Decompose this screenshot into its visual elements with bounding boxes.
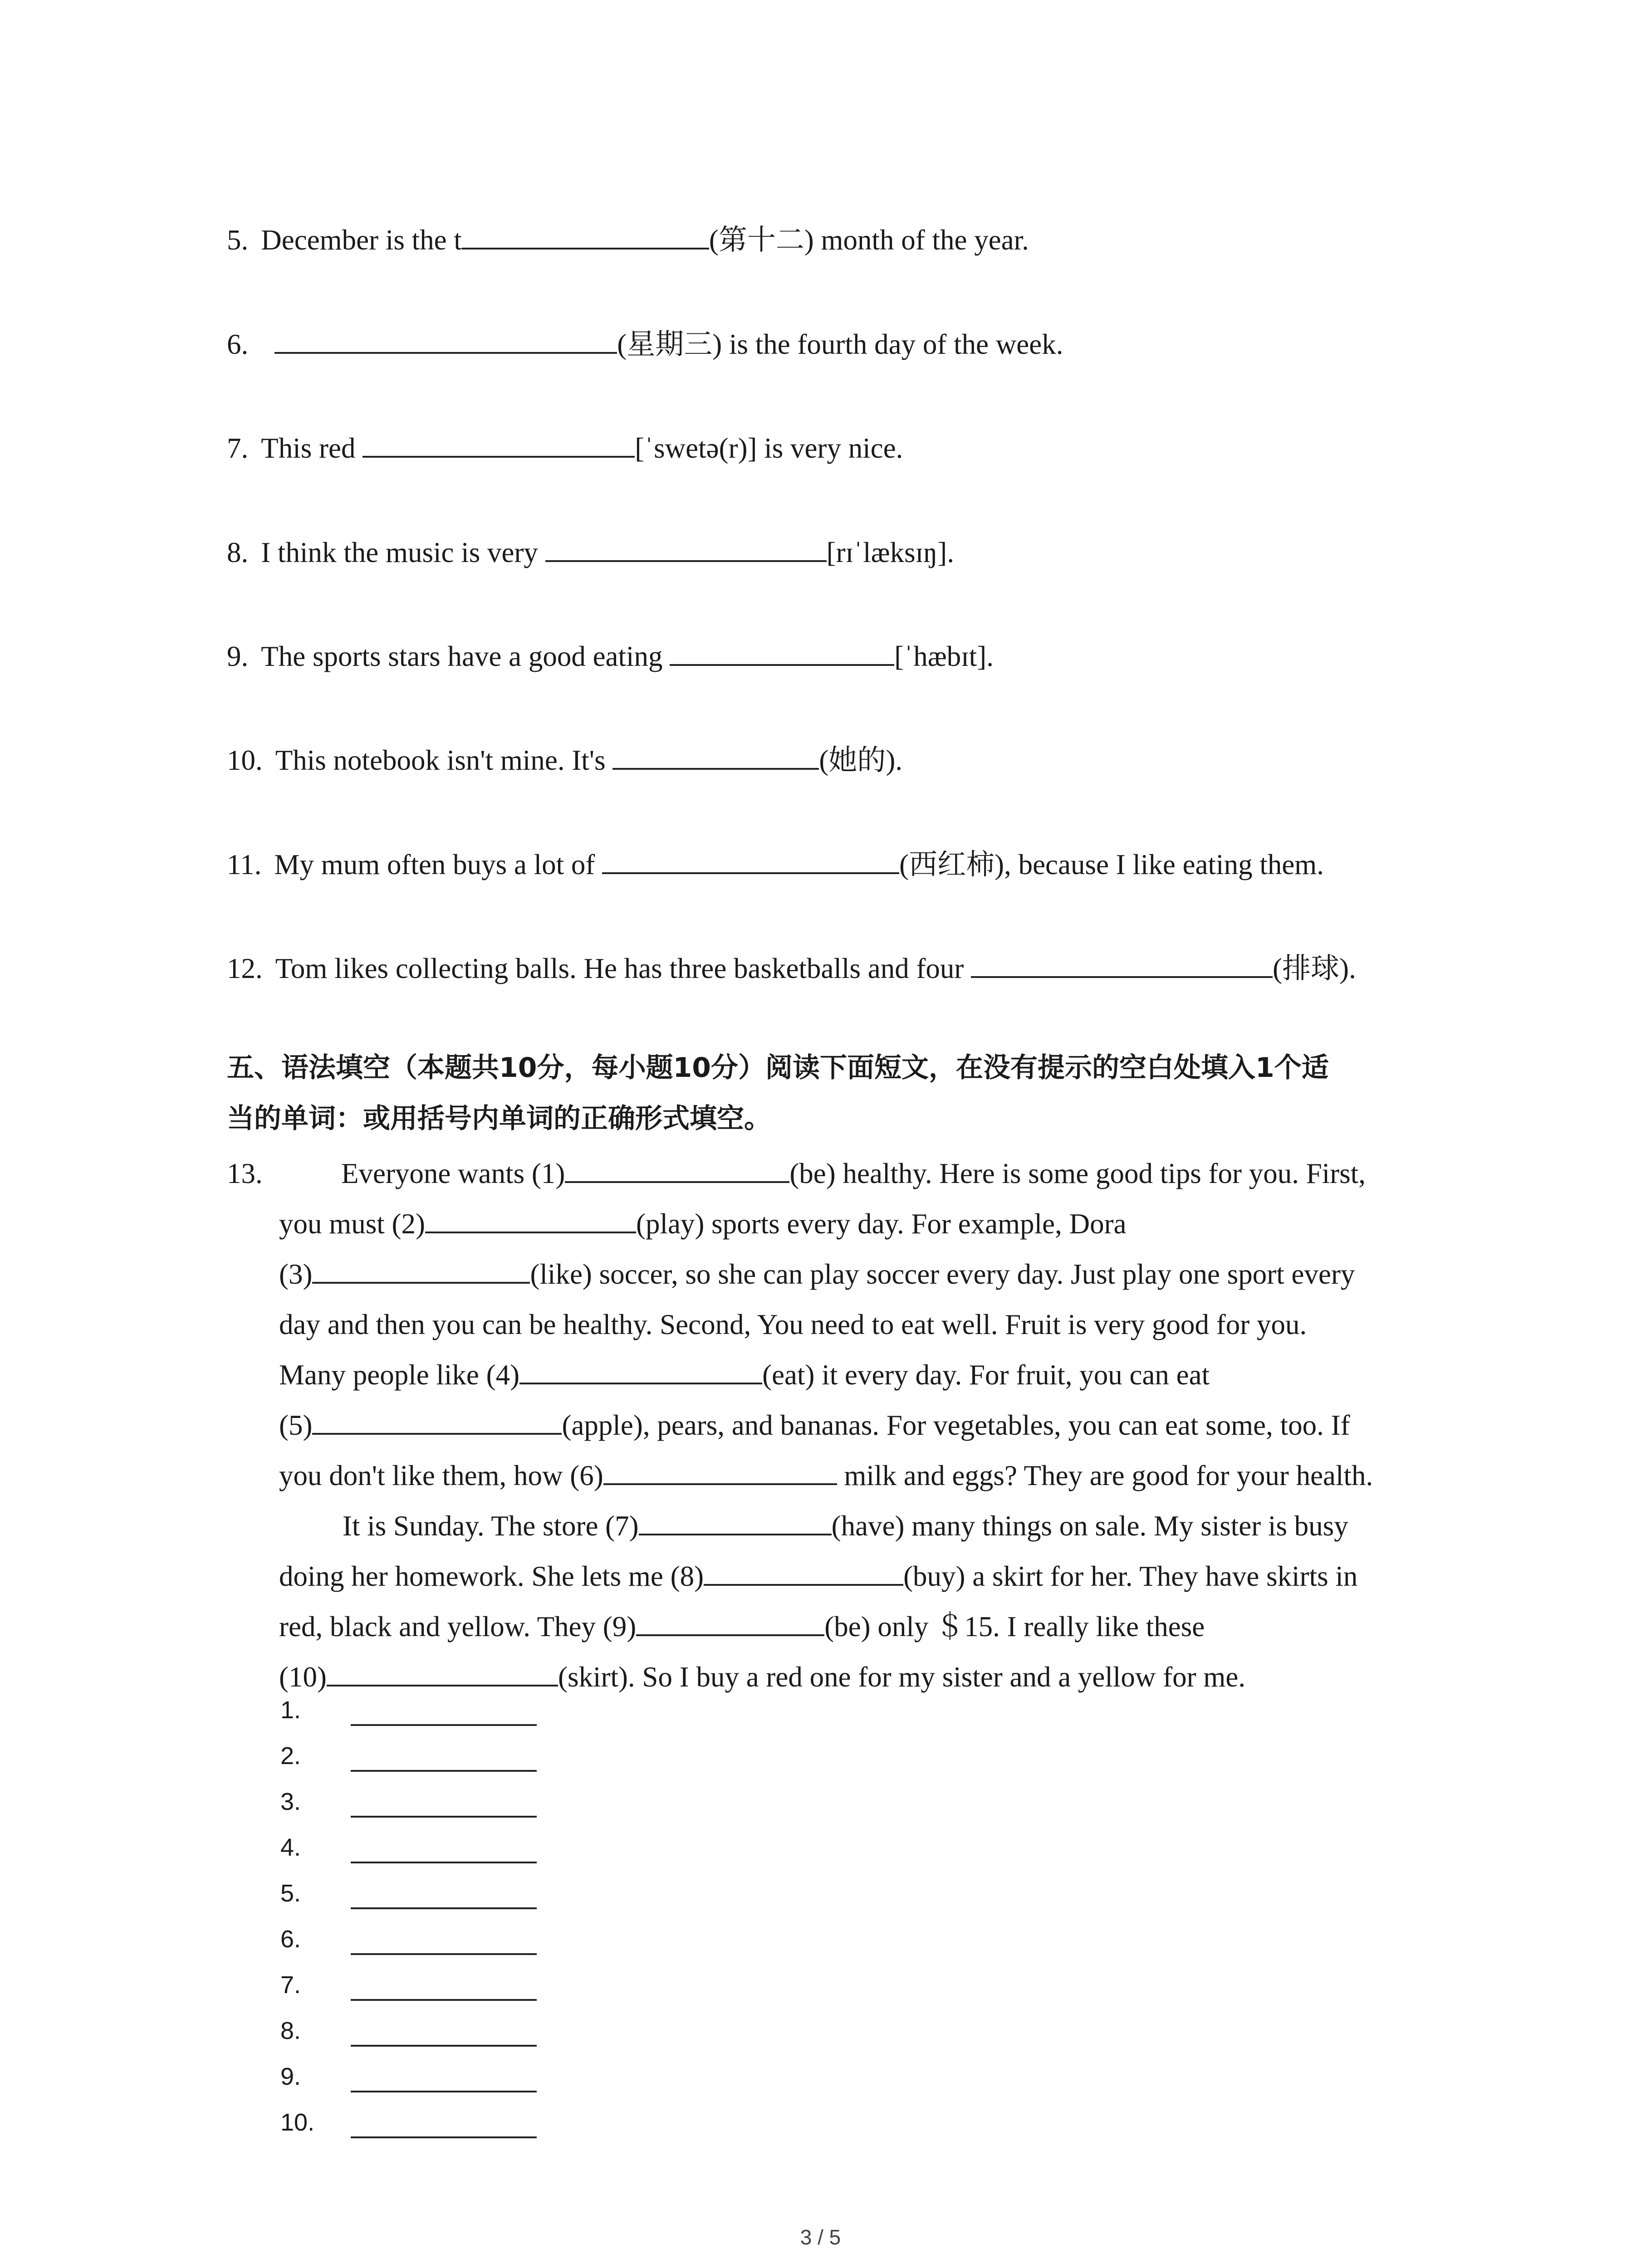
answer-blank[interactable] bbox=[351, 2109, 537, 2138]
question-text-after: [rɪˈlæksɪŋ]. bbox=[826, 537, 955, 568]
passage-text: milk and eggs? They are good for your health. bbox=[837, 1460, 1373, 1491]
answer-blank[interactable] bbox=[351, 1789, 537, 1818]
passage-text: (have) many things on sale. My sister is busy bbox=[831, 1510, 1348, 1542]
answer-blank[interactable] bbox=[612, 742, 819, 770]
section-heading bbox=[227, 1042, 1452, 1144]
passage-line bbox=[227, 1602, 1373, 1652]
passage-line bbox=[227, 1249, 1373, 1300]
answer-label: 4. bbox=[280, 1834, 301, 1861]
passage-text: day and then you can be healthy. Second, You need to eat well. Fruit is very good for you. bbox=[279, 1309, 1307, 1340]
answer-line bbox=[280, 1969, 537, 2001]
section-heading-line: 当的单词：或用括号内单词的正确形式填空。 bbox=[227, 1103, 771, 1134]
passage-text: Everyone wants (1) bbox=[341, 1158, 565, 1189]
answer-line bbox=[280, 1923, 537, 1955]
question-text-before: I think the music is very bbox=[261, 537, 545, 568]
question-text-after: [ˈhæbɪt]. bbox=[894, 640, 994, 672]
answer-blank[interactable] bbox=[639, 1507, 832, 1535]
question-number: 5. bbox=[227, 224, 249, 256]
question-8 bbox=[227, 534, 954, 571]
answer-blank[interactable] bbox=[603, 1457, 837, 1485]
answer-label: 7. bbox=[280, 1971, 301, 1999]
answer-line bbox=[280, 1832, 537, 1863]
passage bbox=[227, 1149, 1373, 1702]
question-10 bbox=[227, 742, 902, 778]
passage-text: (skirt). So I buy a red one for my sister and a yellow for me. bbox=[558, 1661, 1246, 1693]
question-text-before: December is the t bbox=[261, 224, 462, 256]
answer-line bbox=[280, 1786, 537, 1818]
answer-label: 6. bbox=[280, 1926, 301, 1953]
question-number: 12. bbox=[227, 953, 263, 984]
passage-text: (play) sports every day. For example, Dora bbox=[636, 1208, 1127, 1240]
question-text-before: The sports stars have a good eating bbox=[261, 640, 670, 672]
question-text-before: This red bbox=[261, 432, 363, 464]
answer-blank[interactable] bbox=[545, 534, 827, 562]
section-heading-line: 五、语法填空（本题共10分，每小题10分）阅读下面短文，在没有提示的空白处填入1个适 bbox=[227, 1052, 1329, 1084]
passage-text: you don't like them, how (6) bbox=[279, 1460, 603, 1491]
question-6 bbox=[227, 326, 1063, 362]
question-text-before: My mum often buys a lot of bbox=[274, 849, 603, 880]
question-text-before: This notebook isn't mine. It's bbox=[275, 744, 613, 776]
answer-blank[interactable] bbox=[636, 1608, 824, 1636]
answer-label: 9. bbox=[280, 2063, 301, 2090]
passage-text: (be) healthy. Here is some good tips for you. First, bbox=[789, 1158, 1366, 1189]
question-5 bbox=[227, 221, 1029, 258]
question-text-after: (星期三) is the fourth day of the week. bbox=[617, 328, 1063, 360]
answer-label: 5. bbox=[280, 1880, 301, 1907]
answer-blank[interactable] bbox=[327, 1658, 558, 1686]
answer-blank[interactable] bbox=[519, 1356, 762, 1384]
question-number: 10. bbox=[227, 744, 263, 776]
answer-blank[interactable] bbox=[971, 950, 1273, 978]
question-text-after: (排球). bbox=[1273, 953, 1356, 984]
answer-blank[interactable] bbox=[425, 1205, 636, 1233]
question-number: 7. bbox=[227, 432, 249, 464]
answer-line bbox=[280, 2061, 537, 2092]
answer-label: 3. bbox=[280, 1788, 301, 1815]
question-text-after: (她的). bbox=[819, 744, 903, 776]
passage-text: doing her homework. She lets me (8) bbox=[279, 1560, 704, 1592]
answer-line bbox=[280, 2107, 537, 2138]
passage-text: (apple), pears, and bananas. For vegetables, you can eat some, too. If bbox=[562, 1409, 1350, 1441]
answer-blank[interactable] bbox=[362, 430, 635, 458]
passage-line bbox=[227, 1300, 1373, 1350]
answer-blank[interactable] bbox=[312, 1407, 562, 1435]
question-text-before: Tom likes collecting balls. He has three basketballs and four bbox=[275, 953, 971, 984]
answer-blank[interactable] bbox=[274, 326, 617, 354]
question-number: 8. bbox=[227, 537, 249, 568]
answer-label: 10. bbox=[280, 2109, 315, 2136]
answer-blank[interactable] bbox=[351, 2063, 537, 2092]
answer-blank[interactable] bbox=[704, 1558, 903, 1586]
question-number: 11. bbox=[227, 849, 262, 880]
answer-label: 1. bbox=[280, 1696, 301, 1724]
question-7 bbox=[227, 430, 903, 466]
answer-blank[interactable] bbox=[462, 221, 709, 249]
passage-text: (3) bbox=[279, 1258, 313, 1290]
answer-blank[interactable] bbox=[351, 1972, 537, 2001]
answer-line bbox=[280, 1694, 537, 1726]
passage-text: (be) only ＄15. I really like these bbox=[824, 1611, 1205, 1642]
answer-blank[interactable] bbox=[351, 1743, 537, 1772]
answer-label: 8. bbox=[280, 2017, 301, 2044]
passage-line bbox=[227, 1501, 1373, 1551]
passage-text: (10) bbox=[279, 1661, 327, 1693]
passage-text: you must (2) bbox=[279, 1208, 425, 1240]
passage-text: (5) bbox=[279, 1409, 313, 1441]
answer-blank[interactable] bbox=[351, 1697, 537, 1726]
answer-line bbox=[280, 1877, 537, 1909]
question-number: 6. bbox=[227, 328, 249, 360]
answer-blank[interactable] bbox=[565, 1155, 789, 1183]
question-number: 9. bbox=[227, 640, 249, 672]
answer-blank[interactable] bbox=[351, 1834, 537, 1863]
answer-blank[interactable] bbox=[602, 846, 899, 874]
passage-text: (like) soccer, so she can play soccer every day. Just play one sport every bbox=[530, 1258, 1355, 1290]
passage-line bbox=[227, 1551, 1373, 1602]
question-12 bbox=[227, 950, 1356, 987]
answer-blank[interactable] bbox=[351, 1880, 537, 1909]
answer-blank[interactable] bbox=[351, 2018, 537, 2047]
answer-blank[interactable] bbox=[312, 1256, 530, 1284]
answer-blank[interactable] bbox=[670, 638, 894, 666]
question-text-after: (西红柿), because I like eating them. bbox=[899, 849, 1324, 880]
question-text-after: [ˈswetə(r)] is very nice. bbox=[635, 432, 903, 464]
answer-line bbox=[280, 1740, 537, 1772]
answer-line bbox=[280, 2015, 537, 2047]
question-number: 13. bbox=[227, 1158, 263, 1189]
passage-text: red, black and yellow. They (9) bbox=[279, 1611, 637, 1642]
passage-line bbox=[227, 1199, 1373, 1249]
passage-text: Many people like (4) bbox=[279, 1359, 520, 1391]
passage-line bbox=[227, 1451, 1373, 1501]
passage-line bbox=[227, 1350, 1373, 1400]
answer-blank[interactable] bbox=[351, 1926, 537, 1955]
passage-text: (buy) a skirt for her. They have skirts in bbox=[903, 1560, 1358, 1592]
passage-text: (eat) it every day. For fruit, you can eat bbox=[762, 1359, 1210, 1391]
passage-line bbox=[227, 1400, 1373, 1451]
answer-label: 2. bbox=[280, 1742, 301, 1769]
question-11 bbox=[227, 846, 1324, 883]
question-text-after: (第十二) month of the year. bbox=[709, 224, 1029, 256]
passage-text: It is Sunday. The store (7) bbox=[343, 1510, 639, 1542]
question-9 bbox=[227, 638, 994, 675]
passage-line bbox=[227, 1149, 1373, 1199]
page-number: 3 / 5 bbox=[800, 2225, 841, 2249]
